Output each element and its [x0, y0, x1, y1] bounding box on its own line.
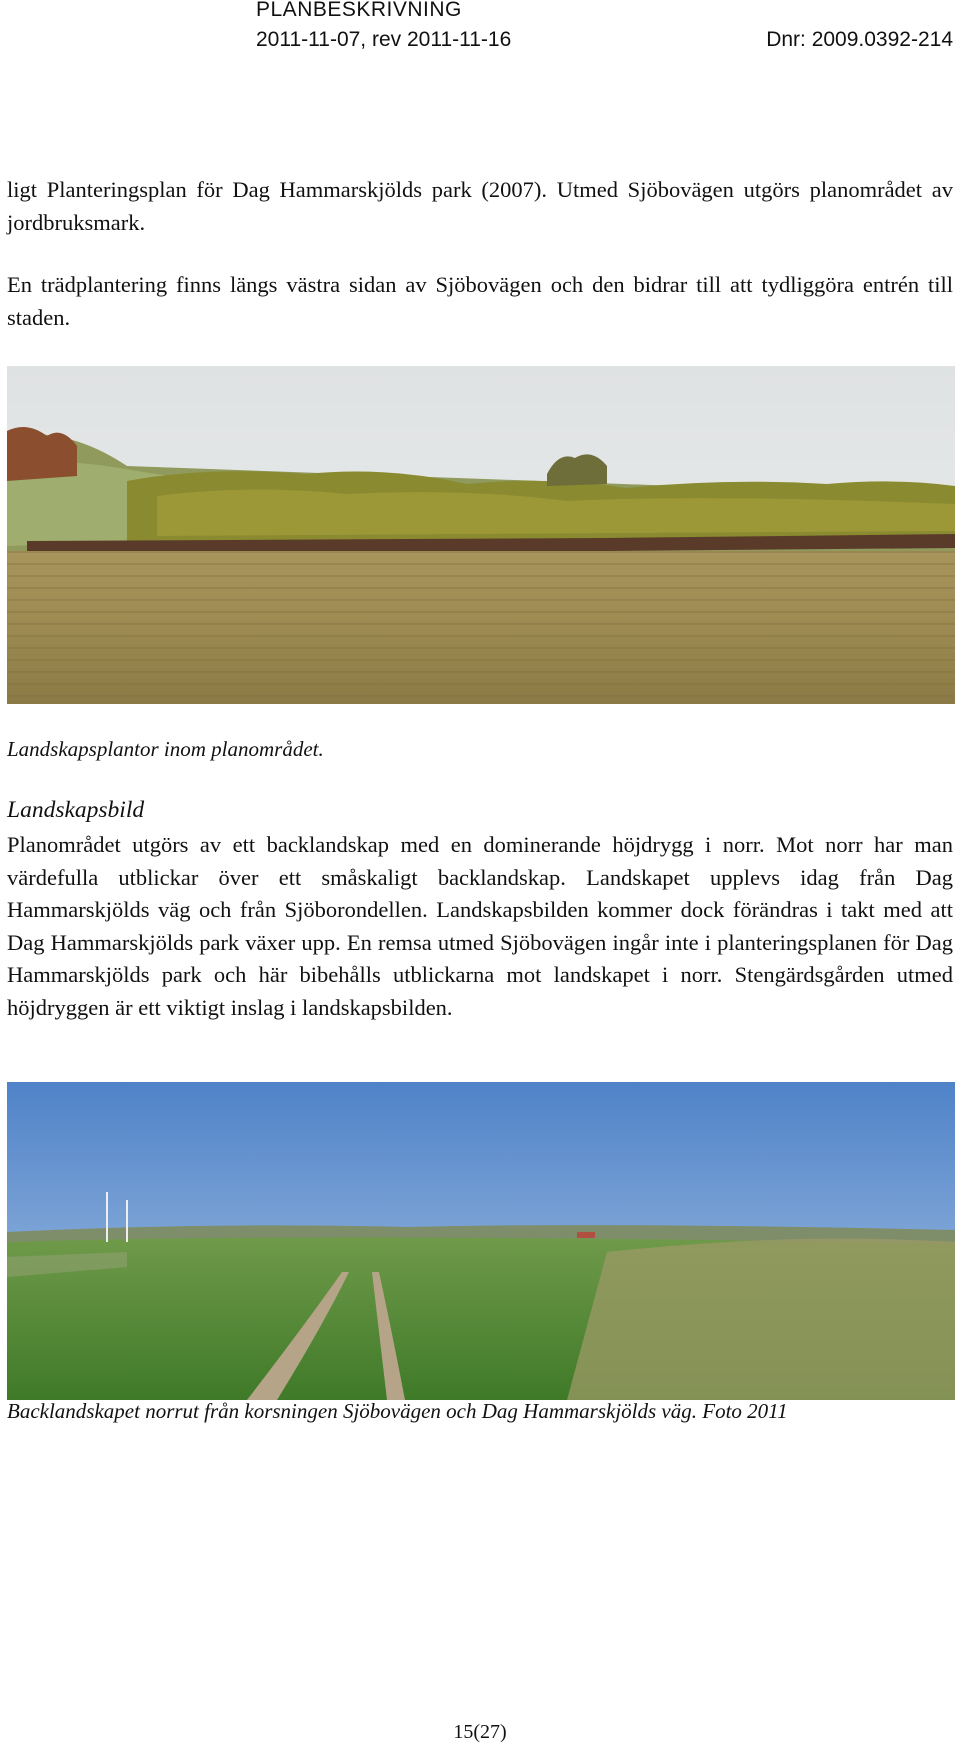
document-number: Dnr: 2009.0392-214 — [766, 28, 953, 51]
document-date: 2011-11-07, rev 2011-11-16 — [256, 28, 512, 51]
paragraph-planting-plan: ligt Planteringsplan för Dag Hammarskjölds park (2007). Utmed Sjöbovägen utgörs planområdet av jordbruksmark. — [7, 177, 953, 235]
photo-hill-landscape — [7, 1082, 955, 1400]
document-title: PLANBESKRIVNING — [256, 0, 462, 21]
page-number: 15(27) — [453, 1721, 507, 1743]
photo-landscape-plants — [7, 366, 955, 704]
section-heading: Landskapsbild — [7, 797, 145, 823]
photo-caption: Landskapsplantor inom planområdet. — [7, 737, 324, 761]
paragraph-tree-planting: En trädplantering finns längs västra sidan av Sjöbovägen och den bidrar till att tydliggöra entrén till staden. — [7, 272, 953, 330]
photo-caption: Backlandskapet norrut från korsningen Sjöbovägen och Dag Hammarskjölds väg. Foto 2011 — [7, 1399, 788, 1423]
paragraph-landscape: Planområdet utgörs av ett backlandskap med en dominerande höjdrygg i norr. Mot norr har man värdefulla utblickar över ett småskaligt backlandskap. Landskapet upplevs idag från Dag Hammarskjölds väg och från Sjöborondellen. Landskapsbilden kommer dock förändras i takt med att Dag Hammarskjölds park växer upp. En remsa utmed Sjöbovägen ingår inte i planteringsplanen för Dag Hammarskjölds park och här bibehålls utblickarna mot landskapet i norr. Stengärdsgården utmed höjdryggen är ett viktigt inslag i landskapsbilden. — [7, 832, 953, 1020]
